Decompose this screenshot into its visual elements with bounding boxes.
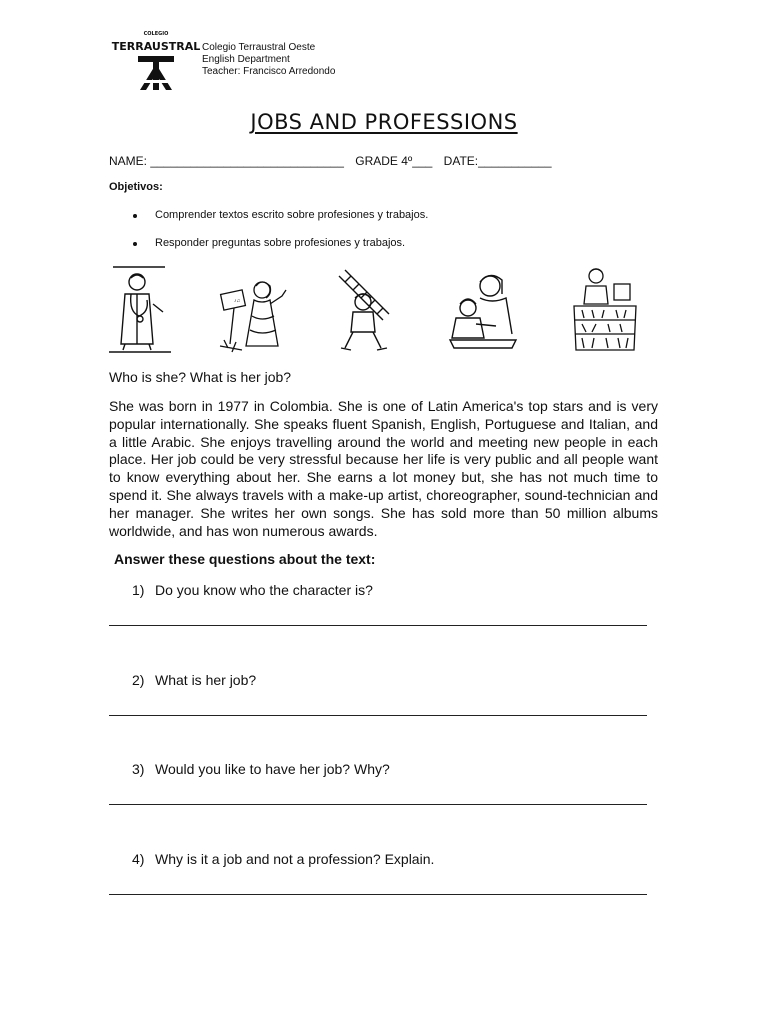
- objectives-title: Objetivos:: [109, 181, 163, 193]
- answers-title: Answer these questions about the text:: [114, 551, 376, 567]
- answer-line[interactable]: [109, 881, 647, 895]
- school-info: [202, 42, 335, 78]
- singer-icon: [212, 264, 292, 356]
- teacher-name: Teacher: Francisco Arredondo: [202, 66, 336, 77]
- worker-icon: [333, 264, 397, 356]
- school-name: Colegio Terraustral Oeste: [202, 42, 316, 53]
- objective-item: Comprender textos escrito sobre profesiones y trabajos.: [155, 209, 428, 221]
- name-field[interactable]: NAME: _____________________________: [109, 154, 344, 168]
- logo-main-text: TERRAUSTRAL: [111, 40, 201, 53]
- answer-line[interactable]: [109, 702, 647, 716]
- question-item: 2) What is her job?: [132, 672, 257, 688]
- teacher-icon: [446, 264, 520, 356]
- objective-item: Responder preguntas sobre profesiones y trabajos.: [155, 237, 405, 249]
- question-item: 3) Would you like to have her job? Why?: [132, 761, 390, 777]
- department-name: English Department: [202, 54, 290, 65]
- logo-top-text: COLEGIO: [143, 31, 169, 37]
- reading-question: Who is she? What is her job?: [109, 369, 292, 385]
- date-field[interactable]: DATE:___________: [443, 154, 552, 168]
- page-title: JOBS AND PROFESSIONS: [250, 110, 518, 134]
- school-logo: [111, 26, 201, 96]
- bullet-icon: [133, 214, 137, 218]
- reading-paragraph: She was born in 1977 in Colombia. She is one of Latin America's top stars and is very popular internationally. She speaks fluent Spanish, English, Portuguese and Italian, and a little Arabic. She enjoys travelling around the world and meeting new people in each place. Her job could be very stressful because her life is very public and all people want to know everything about her. She earns a lot money but, she has not much time to spend it. She always travels with a make-up artist, choreographer, sound-technician and her manager. She writes her own songs. She has sold more than 50 million albums worldwide, and has won numerous awards.: [109, 398, 658, 539]
- doctor-icon: [109, 264, 173, 356]
- svg-text:♪♫: ♪♫: [234, 298, 241, 304]
- grade-field[interactable]: GRADE 4º___: [355, 154, 433, 168]
- answer-line[interactable]: [109, 612, 647, 626]
- student-info-row: [109, 154, 560, 168]
- question-item: 4) Why is it a job and not a profession? Explain.: [132, 851, 435, 867]
- answer-line[interactable]: [109, 791, 647, 805]
- bullet-icon: [133, 242, 137, 246]
- shopkeeper-icon: [570, 264, 640, 356]
- question-item: 1) Do you know who the character is?: [132, 582, 373, 598]
